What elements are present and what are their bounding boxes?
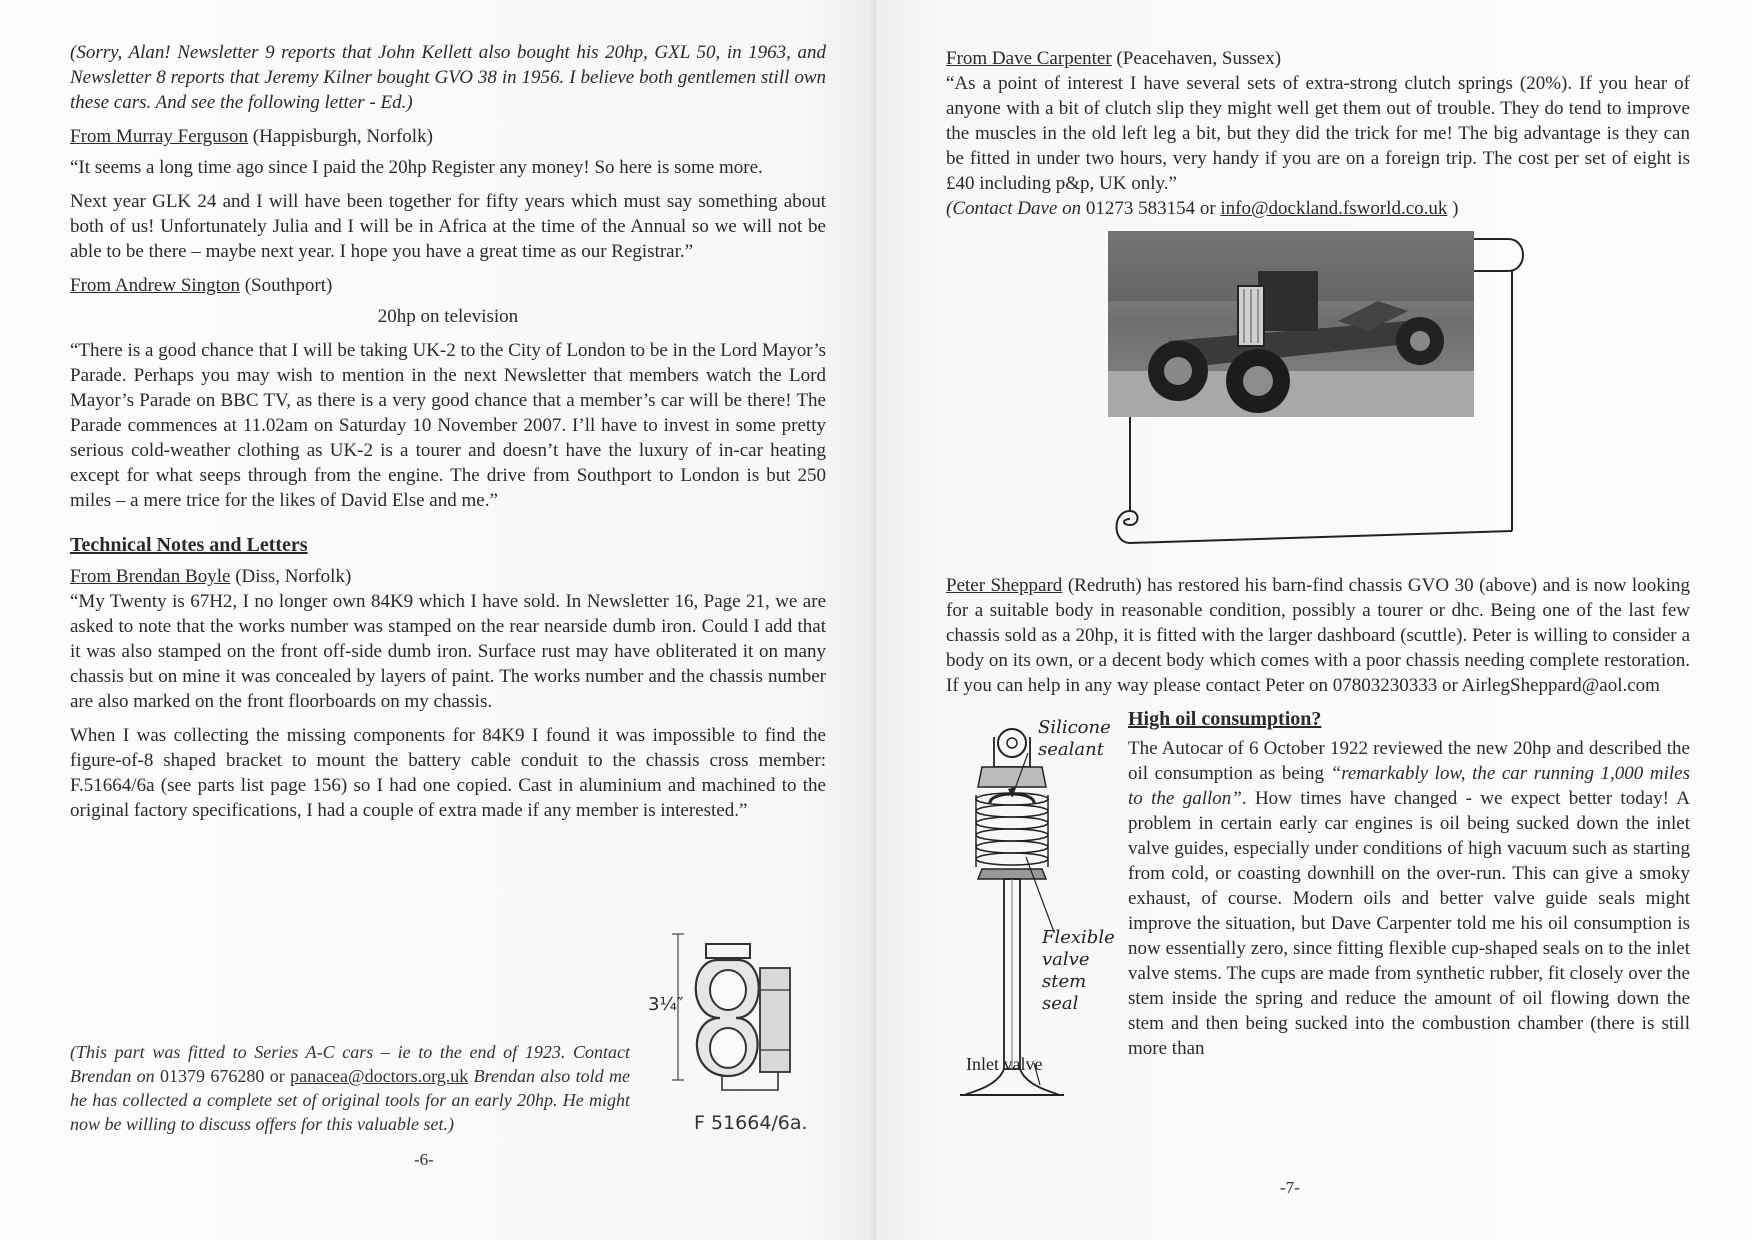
carpenter-email-link[interactable]: info@dockland.fsworld.co.uk: [1220, 198, 1448, 219]
left-column: [70, 40, 826, 823]
boyle-para-2: When I was collecting the missing components for 84K9 I found it was impossible to find the figure-of-8 shaped bracket to mount the battery cable conduit to the chassis cross member: F.51664/6a (see parts list page 156) so I had one copied. Cast in aluminium and machined to the original factory specifications, I had a couple of extra made if any member is interested.”: [70, 725, 826, 821]
ferguson-para-2: Next year GLK 24 and I will have been together for fifty years which must say something about both of us! Unfortunately Julia and I will be in Africa at the time of the Annual so we will not be able to be there – maybe next year. I hope you have a great time as our Registrar.”: [70, 191, 826, 262]
label-flexible-valve-stem-seal: [1042, 927, 1115, 1015]
label-stem: stem: [1042, 971, 1087, 992]
boyle-note-b: Brendan also told me he has collected a complete set of original tools for an early 20hp. He might now be willing to discuss offers for this valuable set.): [70, 1066, 631, 1134]
boyle-email-link[interactable]: panacea@doctors.org.uk: [290, 1066, 469, 1086]
boyle-para-2-part: [70, 723, 826, 823]
bracket-part-number: F 51664/6a.: [694, 1112, 808, 1134]
from-carpenter: From Dave Carpenter: [946, 48, 1112, 69]
ferguson-place: (Happisburgh, Norfolk): [248, 126, 433, 147]
boyle-note-or: or: [264, 1066, 291, 1086]
letter-carpenter-header: [946, 46, 1690, 71]
oil-heading: High oil consumption?: [1128, 708, 1322, 730]
carpenter-contact: [946, 196, 1690, 221]
letter-boyle-header: [70, 564, 826, 589]
boyle-note-a: (This part was fitted to Series A-C cars – ie to the end of 1923. Contact Brendan on: [70, 1042, 630, 1086]
page-number-left: -6-: [414, 1150, 434, 1169]
carpenter-place: (Peacehaven, Sussex): [1111, 48, 1282, 69]
page-number-right: -7-: [1280, 1178, 1300, 1197]
right-column: [946, 46, 1690, 1107]
label-sealant: sealant: [1038, 739, 1104, 760]
bracket-dimension-label: 3¼″: [648, 994, 684, 1015]
boyle-phone: 01379 676280: [160, 1066, 265, 1086]
right-page: [876, 0, 1752, 1240]
carpenter-contact-suffix: ): [1447, 198, 1459, 219]
carpenter-contact-or: or: [1195, 198, 1221, 219]
carpenter-para-1: “As a point of interest I have several sets of extra-strong clutch springs (20%). If you hear of anyone with a bit of clutch slip they might well get them out of trouble. They do tend to improve the muscles in the old left leg a bit, but they did the trick for me! The big advantage is they can be fitted in under two hours, very handy if you are on a foreign trip. The cost per set of eight is £40 including p&p, UK only.”: [946, 73, 1690, 194]
label-inlet-valve: Inlet valve: [966, 1054, 1043, 1074]
sheppard-paragraph: [946, 573, 1690, 698]
oil-text-1: The Autocar of 6 October 1922 reviewed the new 20hp and described the oil consumption as being: [1128, 738, 1690, 784]
sington-place: (Southport): [239, 275, 333, 296]
from-boyle: From Brendan Boyle: [70, 566, 231, 587]
from-sington: From Andrew Sington: [70, 275, 240, 296]
carpenter-contact-prefix: (Contact Dave on: [946, 198, 1086, 219]
section-heading: Technical Notes and Letters: [70, 534, 308, 556]
sington-subtitle: 20hp on television: [377, 306, 519, 327]
carpenter-phone: 01273 583154: [1085, 198, 1196, 219]
label-silicone: Silicone: [1038, 717, 1111, 738]
chassis-photo: [1108, 231, 1474, 417]
oil-section: [946, 707, 1690, 1107]
oil-text-2: . How times have changed - we expect better today! A problem in certain early car engines is oil being sucked down the inlet valve guides, especially under conditions of high vacuum such as starting from cold, or coasting downhill on the over-run. This can give a smoky exhaust, of course. Modern oils and better valve guide seals might improve the situation, but Dave Carpenter told me his oil consumption is now essentially zero, since fitting flexible cup-shaped seals on to the inlet valve stems. The cups are made from synthetic rubber, fit closely over the stem inside the spring and reduce the amount of oil flowing down the stem and then being sucked into the combustion chamber (there is still more than: [1128, 788, 1690, 1059]
boyle-editor-note: [70, 1040, 630, 1136]
bracket-figure: [648, 920, 848, 1150]
from-ferguson: From Murray Ferguson: [70, 126, 249, 147]
sheppard-name: Peter Sheppard: [946, 575, 1063, 596]
label-valve: valve: [1042, 949, 1090, 970]
label-flexible: Flexible: [1042, 927, 1115, 948]
oil-text-block: [1128, 707, 1690, 1061]
sheppard-text: (Redruth) has restored his barn-find chassis GVO 30 (above) and is now looking for a suitable body in reasonable condition, possibly a tourer or dhc. Being one of the last few chassis sold as a 20hp, it is fitted with the larger dashboard (scuttle). Peter is willing to consider a body on its own, or a decent body which comes with a poor chassis needing complete restoration. If you can help in any way please contact Peter on 07803230333 or AirlegSheppard@aol.com: [946, 575, 1690, 696]
label-silicone-sealant: [1038, 717, 1111, 761]
wanted-advert: [1108, 231, 1528, 551]
ferguson-para-1: “It seems a long time ago since I paid the 20hp Register any money! So here is some more.: [70, 157, 763, 178]
boyle-para-1: “My Twenty is 67H2, I no longer own 84K9 which I have sold. In Newsletter 16, Page 21, we are asked to note that the works number was stamped on the rear nearside dumb iron. Could I add that it was also stamped on the front off-side dumb iron. Surface rust may have obliterated it on many chassis but on mine it was concealed by layers of paint. The works number and the chassis number are also marked on the front floorboards on my chassis.: [70, 591, 826, 712]
letter-ferguson-header: [70, 124, 826, 149]
letter-sington-header: [70, 273, 826, 298]
editor-note: (Sorry, Alan! Newsletter 9 reports that John Kellett also bought his 20hp, GXL 50, in 1963, and Newsletter 8 reports that Jeremy Kilner bought GVO 38 in 1956. I believe both gentlemen still own these cars. And see the following letter - Ed.): [70, 42, 826, 113]
oil-quote: “remarkably low, the car running 1,000 miles to the gallon”: [1128, 763, 1691, 809]
boyle-place: (Diss, Norfolk): [230, 566, 352, 587]
inlet-valve-diagram: [946, 707, 1126, 1107]
bracket-section: [70, 723, 826, 823]
sington-para-1: “There is a good chance that I will be taking UK-2 to the City of London to be in the Lord Mayor’s Parade. Perhaps you may wish to mention in the next Newsletter that members watch the Lord Mayor’s Parade on BBC TV, as there is a very good chance that a member’s car will be there! The Parade commences at 11.02am on Saturday 10 November 2007. I’ll have to invest in some pretty serious cold-weather clothing as UK-2 is a tourer and doesn’t have the luxury of in-car heating except for what seeps through from the engine. The drive from Southport to London is but 250 miles – a mere trice for the likes of David Else and me.”: [70, 340, 826, 511]
label-seal: seal: [1042, 993, 1079, 1014]
